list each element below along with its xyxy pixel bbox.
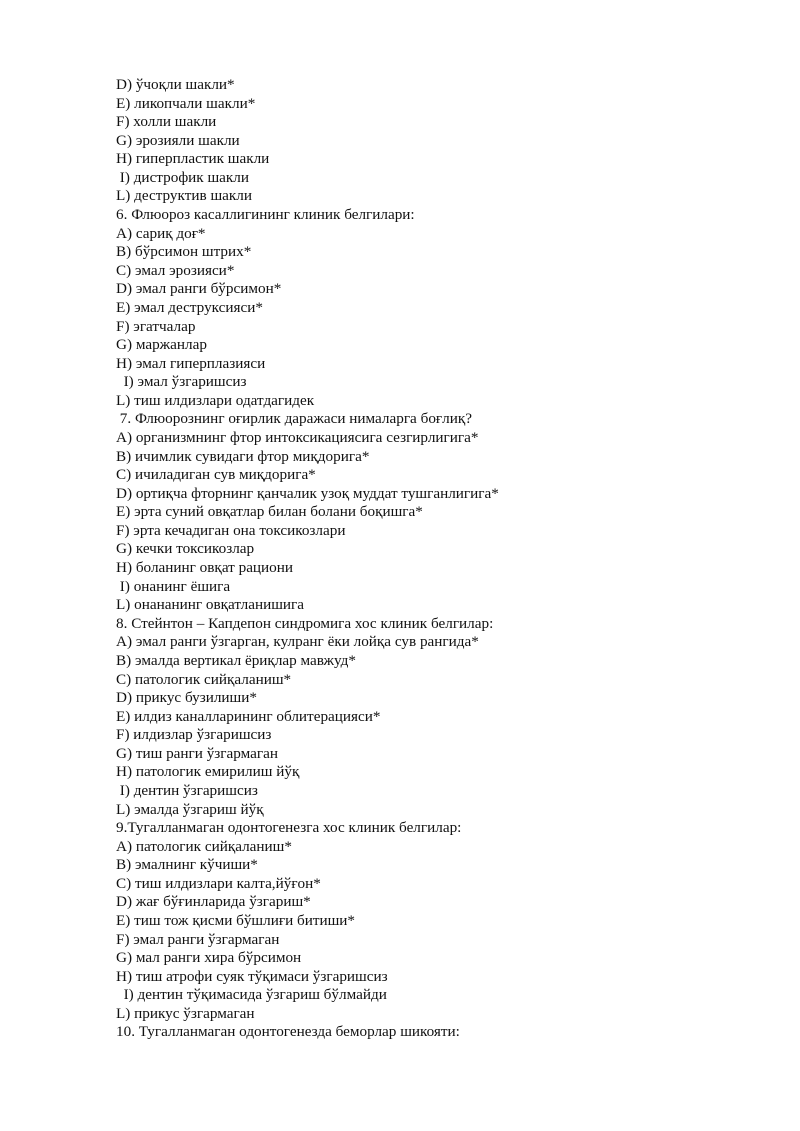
answer-option: F) эгатчалар xyxy=(116,317,196,335)
answer-option: B) эмалда вертикал ёриқлар мавжуд* xyxy=(116,651,356,669)
answer-option: B) бўрсимон штрих* xyxy=(116,243,252,261)
question-line: 8. Стейнтон – Капдепон синдромига хос клиник белгилар: xyxy=(116,614,494,632)
answer-option: I) дистрофик шакли xyxy=(116,168,249,186)
answer-option: G) тиш ранги ўзгармаган xyxy=(116,744,278,762)
answer-option: C) патологик сийқаланиш* xyxy=(116,670,292,688)
answer-option: A) патологик сийқаланиш* xyxy=(116,837,292,855)
answer-option: L) тиш илдизлари одатдагидек xyxy=(116,391,315,409)
answer-option: C) ичиладиган сув миқдорига* xyxy=(116,466,316,484)
answer-option: G) мал ранги хира бўрсимон xyxy=(116,949,302,967)
answer-option: B) эмалнинг кўчиши* xyxy=(116,856,258,874)
answer-option: B) ичимлик сувидаги фтор миқдорига* xyxy=(116,447,370,465)
answer-option: G) маржанлар xyxy=(116,336,207,354)
answer-option: I) эмал ўзгаришсиз xyxy=(116,373,247,391)
answer-option: E) эмал деструксияси* xyxy=(116,298,263,316)
answer-option: A) эмал ранги ўзгарган, кулранг ёки лойқа сув рангида* xyxy=(116,633,479,651)
answer-option: D) прикус бузилиши* xyxy=(116,689,257,707)
answer-option: F) эрта кечадиган она токсикозлари xyxy=(116,521,346,539)
answer-option: E) тиш тож қисми бўшлиғи битиши* xyxy=(116,912,356,930)
answer-option: A) сариқ доғ* xyxy=(116,224,206,242)
answer-option: I) онанинг ёшига xyxy=(116,577,231,595)
answer-option: E) ликопчали шакли* xyxy=(116,94,256,112)
answer-option: H) эмал гиперплазияси xyxy=(116,354,266,372)
question-line: 7. Флюорознинг оғирлик даражаси нималарга боғлиқ? xyxy=(116,410,472,428)
answer-option: D) эмал ранги бўрсимон* xyxy=(116,280,282,298)
question-line: 10. Тугалланмаган одонтогенезда беморлар шикояти: xyxy=(116,1023,460,1041)
answer-option: L) онананинг овқатланишига xyxy=(116,596,304,614)
answer-option: H) боланинг овқат рациони xyxy=(116,559,294,577)
answer-option: H) патологик емирилиш йўқ xyxy=(116,763,300,781)
answer-option: D) жағ бўғинларида ўзгариш* xyxy=(116,893,311,911)
answer-option: F) эмал ранги ўзгармаган xyxy=(116,930,280,948)
answer-option: L) деструктив шакли xyxy=(116,187,252,205)
question-line: 9.Тугалланмаган одонтогенезга хос клиник белгилар: xyxy=(116,819,462,837)
question-line: 6. Флюороз касаллигининг клиник белгилари: xyxy=(116,206,415,224)
document-body xyxy=(116,76,756,1042)
answer-option: F) илдизлар ўзгаришсиз xyxy=(116,726,272,744)
answer-option: I) дентин тўқимасида ўзгариш бўлмайди xyxy=(116,986,387,1004)
answer-option: L) эмалда ўзгариш йўқ xyxy=(116,800,264,818)
answer-option: G) эрозияли шакли xyxy=(116,131,240,149)
answer-option: L) прикус ўзгармаган xyxy=(116,1004,255,1022)
answer-option: H) гиперпластик шакли xyxy=(116,150,270,168)
answer-option: E) илдиз каналларининг облитерацияси* xyxy=(116,707,381,725)
answer-option: H) тиш атрофи суяк тўқимаси ўзгаришсиз xyxy=(116,967,388,985)
answer-option: F) холли шакли xyxy=(116,113,217,131)
answer-option: E) эрта суний овқатлар билан болани боқишга* xyxy=(116,503,423,521)
answer-option: C) эмал эрозияси* xyxy=(116,261,235,279)
answer-option: I) дентин ўзгаришсиз xyxy=(116,781,258,799)
answer-option: A) организмнинг фтор интоксикациясига сезгирлигига* xyxy=(116,428,479,446)
answer-option: G) кечки токсикозлар xyxy=(116,540,255,558)
answer-option: C) тиш илдизлари калта,йўғон* xyxy=(116,874,321,892)
answer-option: D) ортиқча фторнинг қанчалик узоқ муддат тушганлигига* xyxy=(116,484,499,502)
answer-option: D) ўчоқли шакли* xyxy=(116,76,235,93)
